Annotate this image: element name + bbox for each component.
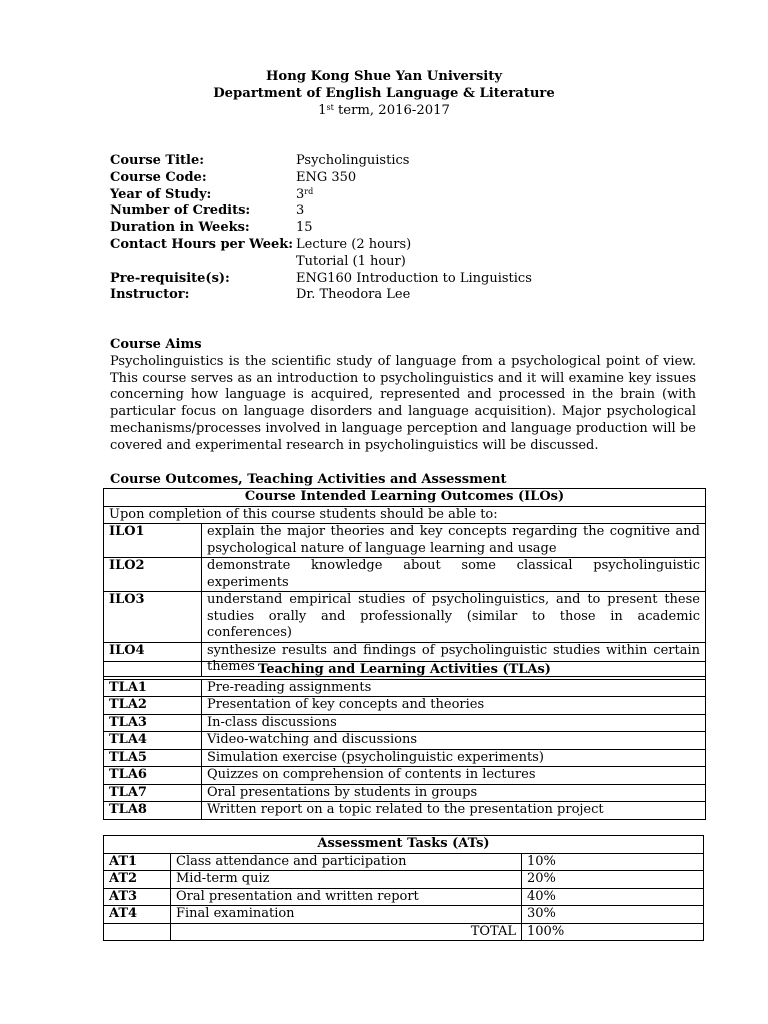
tla-text: Oral presentations by students in groups (202, 784, 706, 802)
course-aims (110, 337, 696, 455)
table-row (104, 802, 706, 820)
tla-text: In-class discussions (202, 714, 706, 732)
tla-text: Simulation exercise (psycholinguistic experiments) (202, 749, 706, 767)
ilo-intro-row (104, 506, 706, 524)
tla-code: TLA3 (104, 714, 202, 732)
ilo-code: ILO4 (104, 642, 202, 676)
tla-code: TLA8 (104, 802, 202, 820)
ilo-table (103, 488, 706, 677)
tla-text: Video-watching and discussions (202, 732, 706, 750)
at-weight: 10% (522, 853, 704, 871)
tla-text: Pre-reading assignments (202, 679, 706, 697)
at-text: Oral presentation and written report (171, 888, 522, 906)
total-label: TOTAL (171, 923, 522, 941)
university-name: Hong Kong Shue Yan University (265, 69, 503, 84)
at-code: AT4 (104, 906, 171, 924)
ilo-code: ILO1 (104, 524, 202, 558)
department-name: Department of English Language & Literature (213, 86, 555, 101)
info-label: Duration in Weeks: (110, 220, 250, 236)
ilo-text: explain the major theories and key concepts regarding the cognitive and psychological nature of language learning and usage (202, 524, 706, 558)
table-row (104, 732, 706, 750)
info-row-code (110, 170, 532, 187)
table-row (104, 853, 704, 871)
info-value: ENG160 Introduction to Linguistics (296, 270, 532, 286)
info-value (296, 187, 313, 204)
tla-code: TLA6 (104, 767, 202, 785)
at-weight: 40% (522, 888, 704, 906)
info-value: Tutorial (1 hour) (296, 253, 406, 269)
aims-title: Course Aims (110, 337, 202, 352)
ilo-code: ILO3 (104, 592, 202, 643)
tla-text: Presentation of key concepts and theories (202, 697, 706, 715)
ilo-text: demonstrate knowledge about some classical psycholinguistic experiments (202, 558, 706, 592)
total-value: 100% (522, 923, 704, 941)
term-number: 1 (318, 103, 327, 118)
table-row (104, 784, 706, 802)
info-row-title (110, 153, 532, 170)
at-code: AT2 (104, 871, 171, 889)
term-text: term, 2016-2017 (333, 103, 450, 118)
info-value: Dr. Theodora Lee (296, 287, 411, 303)
at-code: AT3 (104, 888, 171, 906)
table-row (104, 524, 706, 558)
ilo-intro: Upon completion of this course students should be able to: (104, 506, 706, 524)
info-value: Lecture (2 hours) (296, 236, 412, 252)
tla-text: Quizzes on comprehension of contents in lectures (202, 767, 706, 785)
info-label: Contact Hours per Week: (110, 236, 294, 252)
table-row (104, 697, 706, 715)
table-row (104, 558, 706, 592)
table-row (104, 679, 706, 697)
info-row-contact (110, 237, 532, 254)
ilo-header: Course Intended Learning Outcomes (ILOs) (104, 489, 706, 507)
table-row (104, 888, 704, 906)
table-row (104, 906, 704, 924)
tla-code: TLA4 (104, 732, 202, 750)
info-label: Year of Study: (110, 186, 212, 202)
aims-text: Psycholinguistics is the scientific study of language from a psychological point of view. This course serves as an introduction to psycholinguistics and it will examine key issues concerning how language is acquired, represented and processed in the brain (with particular focus on language disorders and language acquisition). Major psychological mechanisms/processes involved in language perception and language production will be covered and experimental research in psycholinguistics will be discussed. (110, 353, 696, 453)
tla-code: TLA5 (104, 749, 202, 767)
year-number: 3 (296, 186, 305, 202)
assessment-table (103, 835, 704, 941)
info-row-prereq (110, 271, 532, 288)
info-row-instructor (110, 287, 532, 304)
tla-table (103, 661, 706, 820)
ilo-text: understand empirical studies of psycholinguistics, and to present these studies orally and professionally (similar to those in academic conferences) (202, 592, 706, 643)
info-label: Number of Credits: (110, 203, 251, 219)
table-row (104, 714, 706, 732)
at-text: Class attendance and participation (171, 853, 522, 871)
info-value: ENG 350 (296, 169, 357, 185)
at-weight: 30% (522, 906, 704, 924)
info-row-weeks (110, 220, 532, 237)
term-suffix: st (326, 103, 334, 112)
tla-code: TLA2 (104, 697, 202, 715)
at-text: Final examination (171, 906, 522, 924)
total-row (104, 923, 704, 941)
outcomes-title: Course Outcomes, Teaching Activities and Assessment (110, 472, 507, 487)
ilo-code: ILO2 (104, 558, 202, 592)
table-row (104, 592, 706, 643)
info-row-year (110, 187, 532, 204)
info-label: Pre-requisite(s): (110, 270, 230, 286)
info-label: Course Code: (110, 169, 207, 185)
info-value: 3 (296, 203, 305, 219)
at-header-row (104, 836, 704, 854)
at-text: Mid-term quiz (171, 871, 522, 889)
info-value: 15 (296, 220, 313, 236)
at-weight: 20% (522, 871, 704, 889)
table-row (104, 749, 706, 767)
info-value: Psycholinguistics (296, 153, 410, 168)
ilo-text: synthesize results and findings of psycholinguistic studies within certain themes (202, 642, 706, 676)
course-info (110, 153, 532, 304)
info-label: Instructor: (110, 287, 190, 303)
at-code: AT1 (104, 853, 171, 871)
tla-code: TLA1 (104, 679, 202, 697)
table-row (104, 871, 704, 889)
tla-header-row (104, 662, 706, 680)
table-row (104, 767, 706, 785)
year-suffix: rd (304, 186, 314, 196)
document-header (0, 68, 768, 119)
info-row-contact-2 (110, 254, 532, 271)
tla-header: Teaching and Learning Activities (TLAs) (104, 662, 706, 680)
tla-text: Written report on a topic related to the presentation project (202, 802, 706, 820)
info-label: Course Title: (110, 153, 205, 168)
at-header: Assessment Tasks (ATs) (104, 836, 704, 854)
term-line (0, 102, 768, 119)
info-row-credits (110, 203, 532, 220)
ilo-header-row (104, 489, 706, 507)
tla-code: TLA7 (104, 784, 202, 802)
